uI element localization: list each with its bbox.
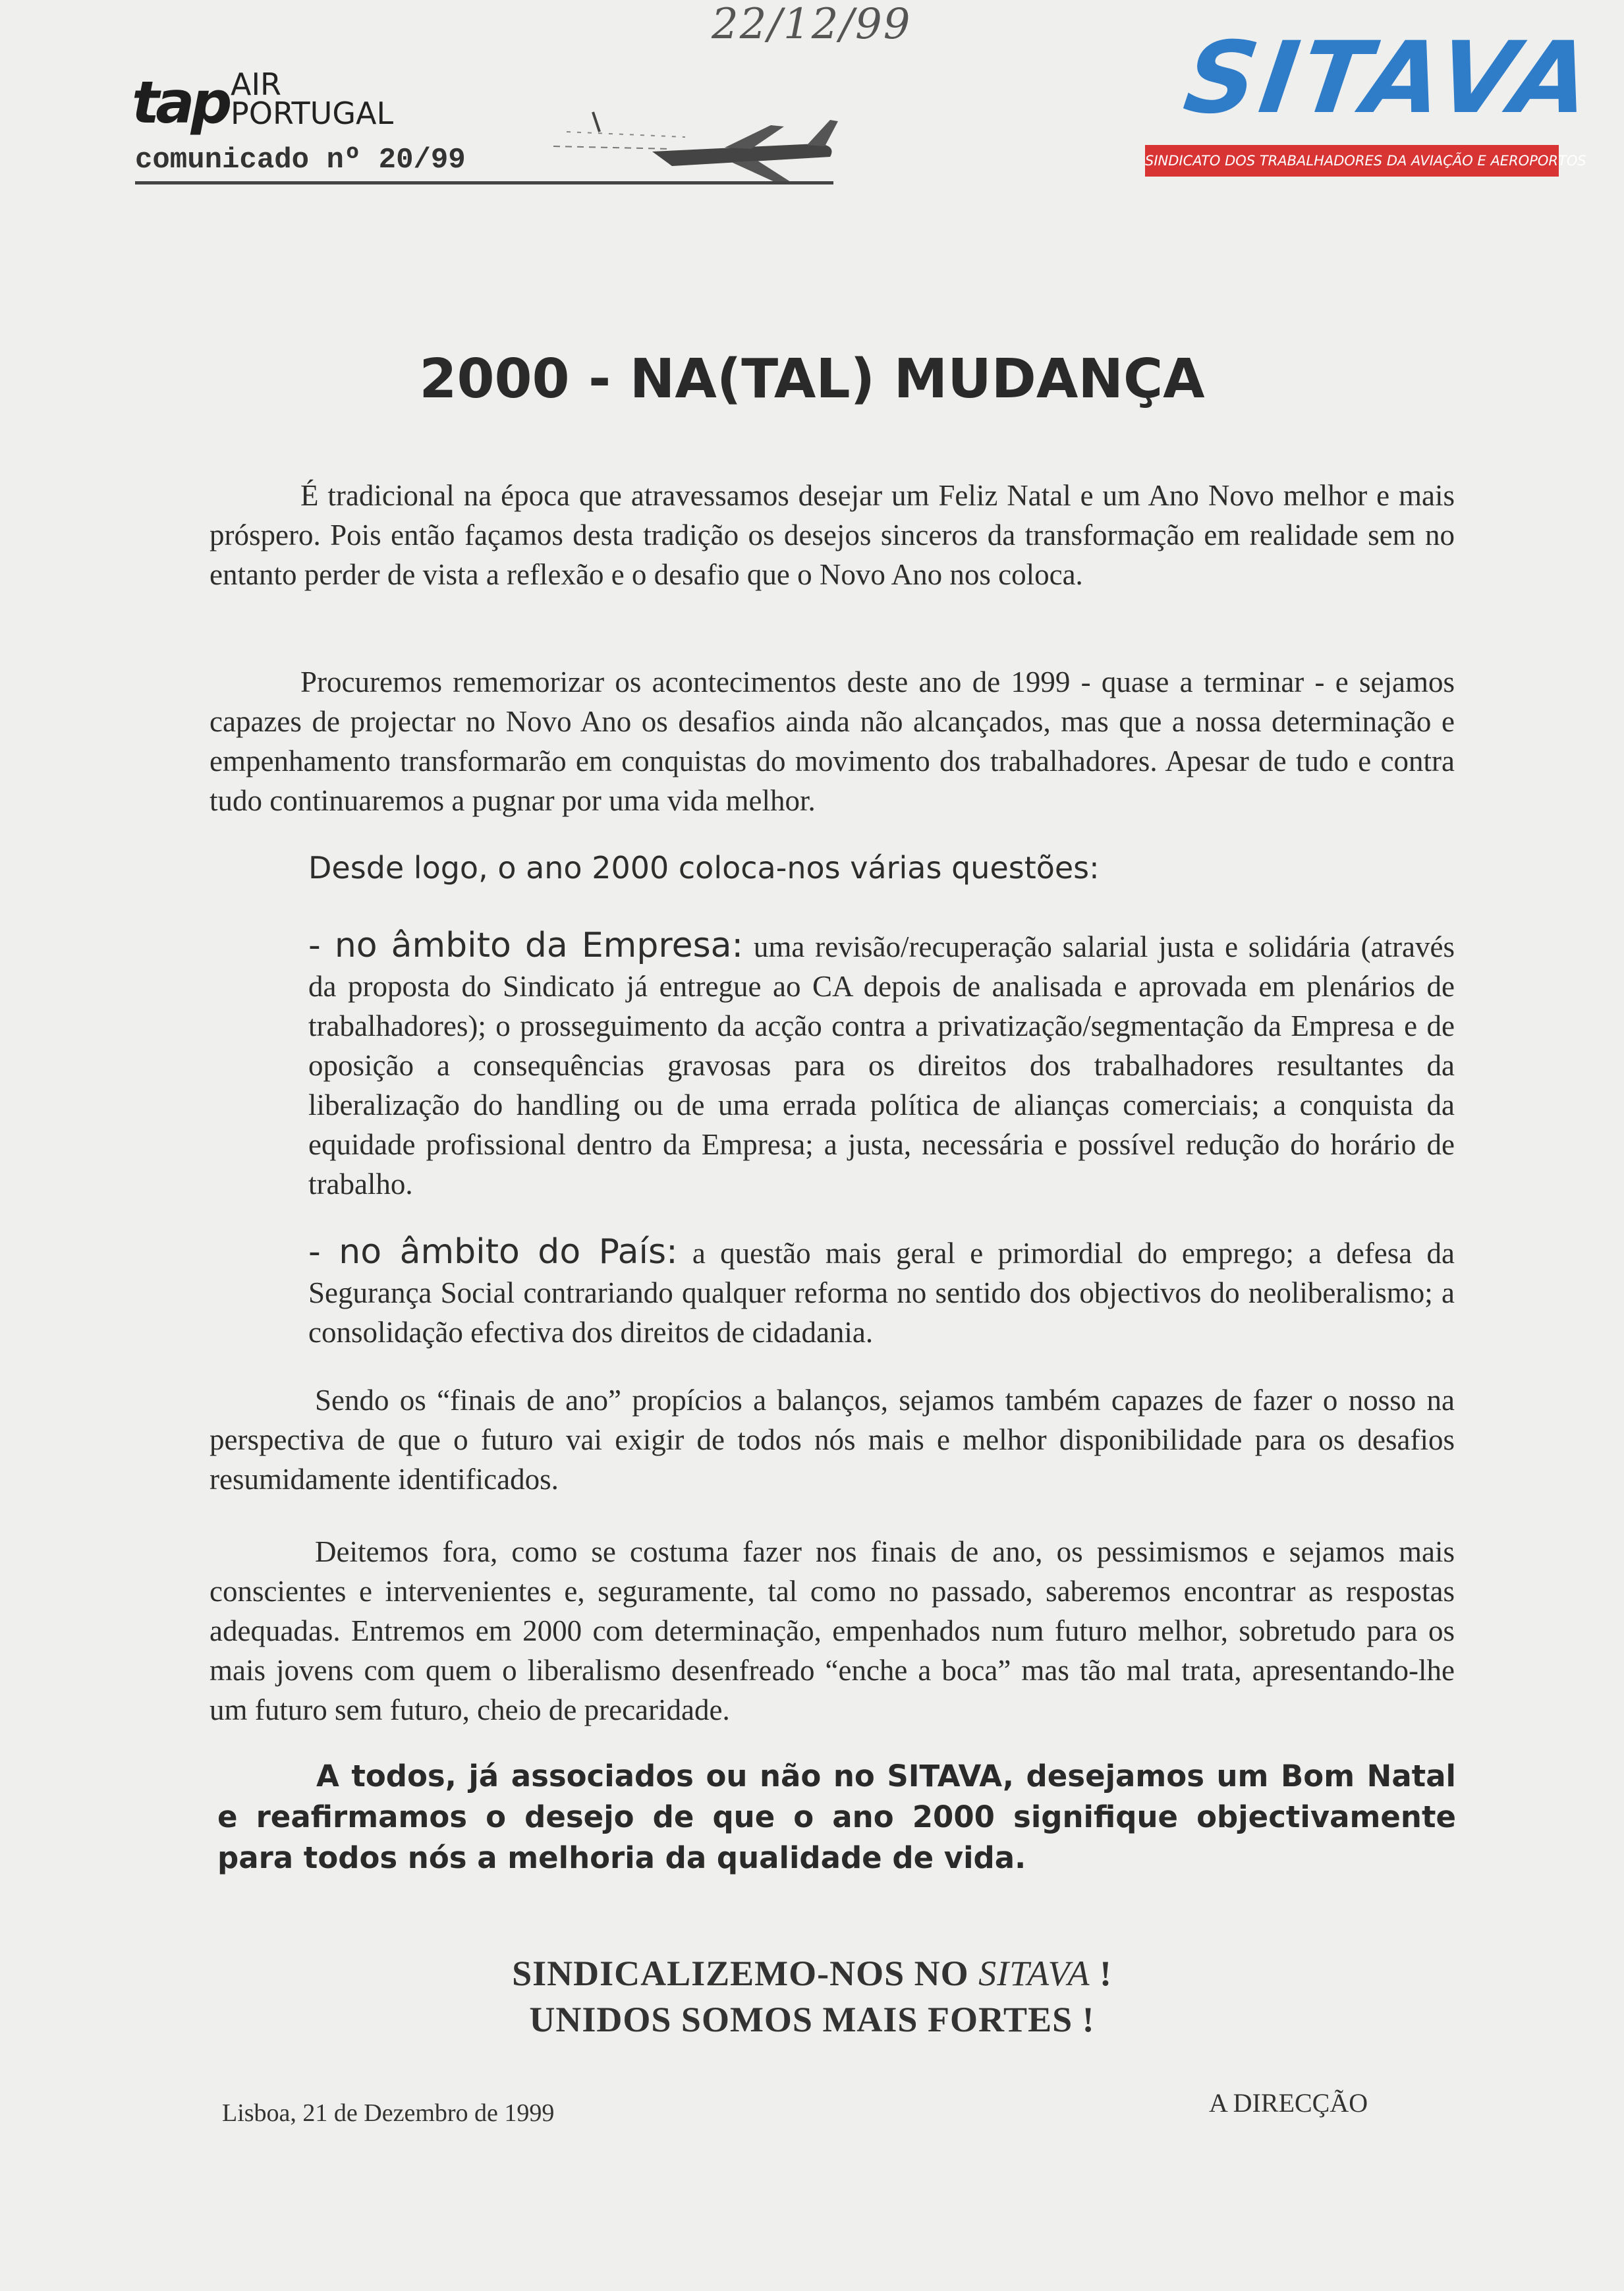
tap-logo-mark: tap bbox=[132, 69, 229, 136]
communique-number: comunicado nº 20/99 bbox=[135, 144, 466, 177]
closing-wish: A todos, já associados ou não no SITAVA, desejamos um Bom Natal e reafirmamos o desejo de que o ano 2000 signifique objectivamente para todos nós a melhoria da qualidade de vida. bbox=[217, 1759, 1456, 1875]
paragraph-balance: Sendo os “finais de ano” propícios a balanços, sejamos também capazes de fazer o nosso na perspectiva de que o futuro vai exigir de todos nós mais e melhor disponibilidade para os desafios resumidamente identificados. bbox=[210, 1384, 1455, 1496]
list-item-country-text: a questão mais geral e primordial do emprego; a defesa da Segurança Social contrariando qualquer reforma no sentido dos objectivos do neoliberalismo; a consolidação efectiva dos direitos de cidadania. bbox=[308, 1237, 1455, 1349]
slogan-line1-suffix: ! bbox=[1090, 1954, 1112, 1993]
list-item-company bbox=[308, 926, 1455, 1204]
questions-intro: Desde logo, o ano 2000 coloca-nos várias questões: bbox=[308, 850, 1100, 886]
document-title: 2000 - NA(TAL) MUDANÇA bbox=[419, 348, 1205, 410]
sitava-logo bbox=[1177, 21, 1602, 136]
place-and-date: Lisboa, 21 de Dezembro de 1999 bbox=[222, 2099, 555, 2127]
slogan-line2: UNIDOS SOMOS MAIS FORTES ! bbox=[529, 2000, 1095, 2039]
slogan-line1-prefix: SINDICALIZEMO-NOS NO bbox=[512, 1954, 979, 1993]
sitava-logo-word: SITAVA bbox=[1177, 21, 1602, 136]
paragraph-recall: Procuremos rememorizar os acontecimentos deste ano de 1999 - quase a terminar - e sejamos capazes de projectar no Novo Ano os desafios ainda não alcançados, mas que a nossa determinação e empenhamento transformarão em conquistas do movimento dos trabalhadores. Apesar de tudo e contra tudo continuaremos a pugnar por uma vida melhor. bbox=[210, 665, 1455, 817]
tap-air-portugal-logo bbox=[132, 66, 448, 138]
paragraph-future: Deitemos fora, como se costuma fazer nos finais de ano, os pessimismos e sejamos mais conscientes e intervenientes e, seguramente, tal como no passado, saberemos encontrar as respostas adequadas. Entremos em 2000 com determinação, empenhados num futuro melhor, sobretudo para os mais jovens com quem o liberalismo desenfreado “enche a boca” mas tão mal trata, apresentando-lhe um futuro sem futuro, cheio de precaridade. bbox=[210, 1535, 1455, 1726]
header-rule bbox=[135, 181, 833, 184]
airplane-icon bbox=[553, 105, 843, 191]
slogan-union-name: SITAVA bbox=[978, 1954, 1090, 1993]
tap-logo-line1: AIR bbox=[231, 67, 281, 102]
tap-logo-line2: PORTUGAL bbox=[231, 96, 394, 131]
slogan bbox=[0, 1950, 1624, 2043]
slogan-line1 bbox=[0, 1950, 1624, 1996]
sitava-tagline: SINDICATO DOS TRABALHADORES DA AVIAÇÃO E AEROPORTOS bbox=[1145, 145, 1559, 177]
handwritten-date: 22/12/99 bbox=[712, 0, 912, 49]
paragraph-intro: É tradicional na época que atravessamos desejar um Feliz Natal e um Ano Novo melhor e mais próspero. Pois então façamos desta tradição os desejos sinceros da transformação em realidade sem no entanto perder de vista a reflexão e o desafio que o Novo Ano nos coloca. bbox=[210, 479, 1455, 591]
list-item-country bbox=[308, 1232, 1455, 1352]
list-item-company-lead: - no âmbito da Empresa: bbox=[308, 926, 744, 965]
tap-logo-text bbox=[231, 67, 394, 131]
list-item-company-text: uma revisão/recuperação salarial justa e solidária (através da proposta do Sindicato já entregue ao CA depois de analisada e aprovada em plenários de trabalhadores); o prosseguimento da acção contra a privatização/segmentação da Empresa e de oposição a consequências gravosas para os direitos dos trabalhadores resultantes da liberalização do handling ou de uma errada política de alianças comerciais; a conquista da equidade profissional dentro da Empresa; a justa, necessária e possível redução do horário de trabalho. bbox=[308, 930, 1455, 1201]
author: A DIRECÇÃO bbox=[1209, 2088, 1368, 2118]
list-item-country-lead: - no âmbito do País: bbox=[308, 1232, 678, 1272]
